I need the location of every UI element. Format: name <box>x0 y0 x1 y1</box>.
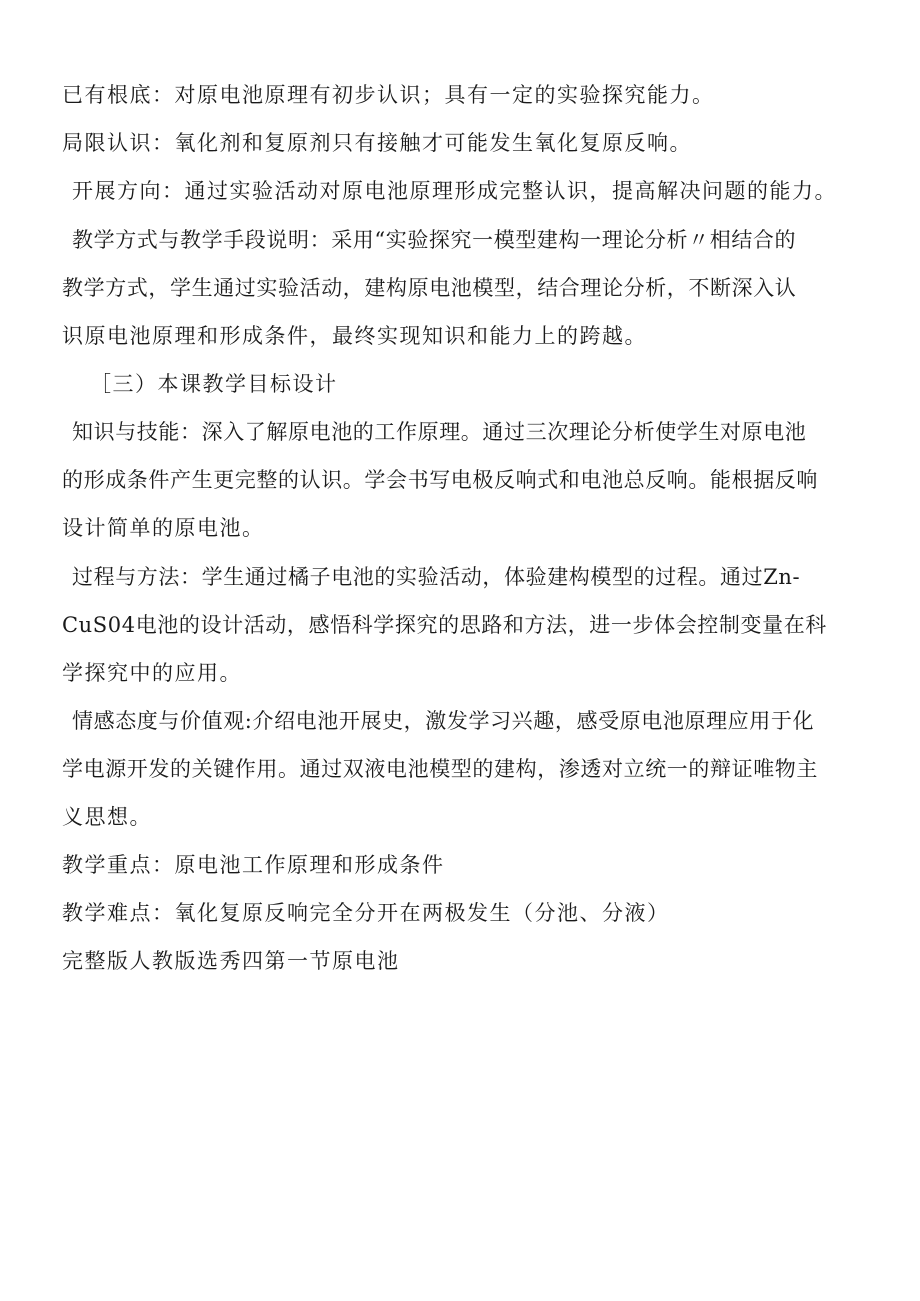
document-footer-title: 完整版人教版选秀四第一节原电池 <box>62 949 400 973</box>
paragraph-knowledge-skills-line-3: 设计简单的原电池。 <box>62 516 265 540</box>
paragraph-limited-understanding: 局限认识：氧化剂和复原剂只有接触才可能发生氧化复原反响。 <box>62 131 692 155</box>
paragraph-knowledge-skills-line-2: 的形成条件产生更完整的认识。学会书写电极反响式和电池总反响。能根据反响 <box>62 468 818 492</box>
paragraph-process-method-line-1: 过程与方法：学生通过橘子电池的实验活动，体验建构模型的过程。通过Zn- <box>72 565 801 589</box>
paragraph-teaching-method-line-2: 教学方式，学生通过实验活动，建构原电池模型，结合理论分析，不断深入认 <box>62 276 797 300</box>
paragraph-process-method-line-2: CuS04电池的设计活动，感悟科学探究的思路和方法，进一步体会控制变量在科 <box>62 613 827 637</box>
paragraph-emotion-values-line-1: 情感态度与价值观:介绍电池开展史，激发学习兴趣，感受原电池原理应用于化 <box>72 709 815 733</box>
paragraph-teaching-method-line-1: 教学方式与教学手段说明：采用“实验探究一模型建构一理论分析〃相结合的 <box>72 228 797 252</box>
paragraph-knowledge-skills-line-1: 知识与技能：深入了解原电池的工作原理。通过三次理论分析使学生对原电池 <box>72 420 807 444</box>
paragraph-key-points: 教学重点：原电池工作原理和形成条件 <box>62 853 445 877</box>
paragraph-development-direction: 开展方向：通过实验活动对原电池原理形成完整认识，提高解决问题的能力。 <box>72 179 837 203</box>
paragraph-existing-foundation: 已有根底：对原电池原理有初步认识；具有一定的实验探究能力。 <box>62 83 715 107</box>
section-heading-objectives: ［三）本课教学目标设计 <box>90 372 338 396</box>
paragraph-difficult-points: 教学难点：氧化复原反响完全分开在两极发生（分池、分液） <box>62 901 670 925</box>
paragraph-teaching-method-line-3: 识原电池原理和形成条件，最终实现知识和能力上的跨越。 <box>62 324 647 348</box>
paragraph-emotion-values-line-3: 义思想。 <box>62 805 152 829</box>
paragraph-process-method-line-3: 学探究中的应用。 <box>62 661 242 685</box>
paragraph-emotion-values-line-2: 学电源开发的关键作用。通过双液电池模型的建构，渗透对立统一的辩证唯物主 <box>62 757 818 781</box>
